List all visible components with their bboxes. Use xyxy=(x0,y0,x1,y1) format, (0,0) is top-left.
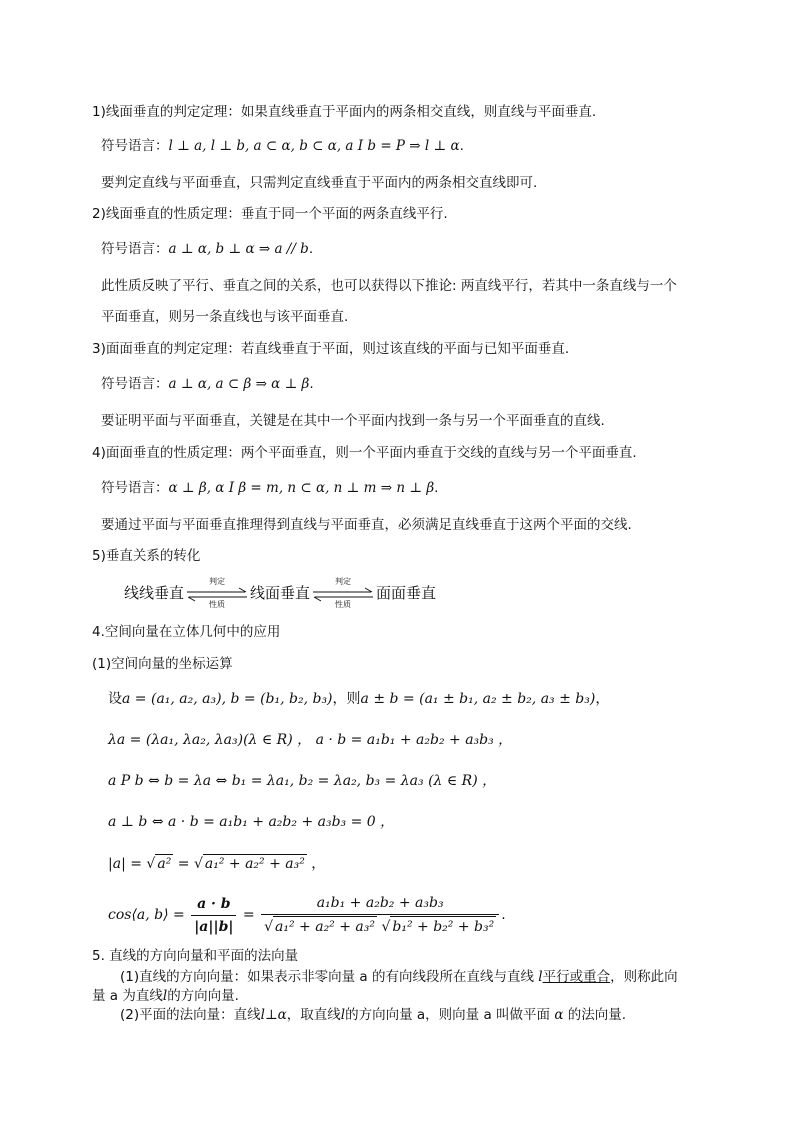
section-4-1-title: (1)空间向量的坐标运算 xyxy=(92,656,233,672)
symbol-label: 符号语言： xyxy=(101,480,169,496)
symbol-label: 符号语言： xyxy=(101,376,169,392)
formula: l ⊥ a, l ⊥ b, a ⊂ α, b ⊂ α, a I b = P ⇒ l ⊥ α xyxy=(168,138,460,154)
formula-vector-add: 设a = (a₁, a₂, a₃), b = (b₁, b₂, b₃)，则a ± b = (a₁ ± b₁, a₂ ± b₂, a₃ ± b₃)， xyxy=(108,691,610,707)
theorem-4-symbolic: 符号语言：α ⊥ β, α I β = m, n ⊂ α, n ⊥ m ⇒ n ⊥ β. xyxy=(101,480,439,496)
formula-parallel: a P b ⇔ b = λa ⇔ b₁ = λa₁, b₂ = λa₂, b₃ = λa₃ (λ ∈ R) ， xyxy=(108,773,497,789)
theorem-3-symbolic: 符号语言：a ⊥ α, a ⊂ β ⇒ α ⊥ β. xyxy=(101,376,314,392)
double-arrow-icon xyxy=(312,576,374,609)
flow-node-line-plane: 线面垂直 xyxy=(250,584,311,602)
formula-perpendicular: a ⊥ b ⇔ a · b = a₁b₁ + a₂b₂ + a₃b₃ = 0 ， xyxy=(108,814,395,830)
arrow-label-bottom: 性质 xyxy=(209,599,226,609)
section-5-paragraph-1-line-2: 量 a 为直线l的方向向量. xyxy=(92,988,239,1004)
section-5-transform: 5)垂直关系的转化 xyxy=(92,548,201,564)
arrow-label-top: 判定 xyxy=(209,576,226,586)
theorem-4: 4)面面垂直的性质定理：两个平面垂直，则一个平面内垂直于交线的直线与另一个平面垂直. xyxy=(92,445,637,461)
theorem-2-symbolic: 符号语言：a ⊥ α, b ⊥ α ⇒ a // b. xyxy=(101,241,314,257)
perpendicular-relation-flow xyxy=(124,576,437,609)
formula: a ⊥ α, b ⊥ α ⇒ a // b xyxy=(168,241,309,257)
formula: a ⊥ α, a ⊂ β ⇒ α ⊥ β xyxy=(168,376,310,392)
symbol-label: 符号语言： xyxy=(101,138,169,154)
symbol-label: 符号语言： xyxy=(101,241,169,257)
fraction: $\frac{a \cdot b}{|a||b|}$ xyxy=(191,894,236,937)
theorem-1: 1)线面垂直的判定定理：如果直线垂直于平面内的两条相交直线，则直线与平面垂直. xyxy=(92,104,597,120)
theorem-3-note: 要证明平面与平面垂直，关键是在其中一个平面内找到一条与另一个平面垂直的直线. xyxy=(101,413,605,429)
theorem-2-note-line-1: 此性质反映了平行、垂直之间的关系，也可以获得以下推论: 两直线平行，若其中一条直线与一个 xyxy=(101,278,677,294)
flow-node-plane-plane: 面面垂直 xyxy=(376,584,437,602)
theorem-1-note: 要判定直线与平面垂直，只需判定直线垂直于平面内的两条相交直线即可. xyxy=(101,175,538,191)
theorem-4-note: 要通过平面与平面垂直推理得到直线与平面垂直，必须满足直线垂直于这两个平面的交线. xyxy=(101,517,632,533)
fraction: $\frac{\text{a₁b₁ + a₂b₂ + a₃b₃}}{\text{√ a₁² + a₂² + a₃² √ b₁² + b₂² + b₃²}}$ xyxy=(261,893,499,937)
theorem-1-symbolic: 符号语言：l ⊥ a, l ⊥ b, a ⊂ α, b ⊂ α, a I b = P ⇒ l ⊥ α. xyxy=(101,138,464,154)
arrow-label-top: 判定 xyxy=(335,576,352,586)
section-5-paragraph-1-line-1: (1)直线的方向向量：如果表示非零向量 a 的有向线段所在直线与直线 l平行或重合，则称此向 xyxy=(120,969,678,985)
section-4-title: 4.空间向量在立体几何中的应用 xyxy=(92,624,281,640)
section-5-paragraph-2: (2)平面的法向量：直线l⊥α，取直线l的方向向量 a，则向量 a 叫做平面 α 的法向量. xyxy=(120,1007,627,1023)
flow-node-line-line: 线线垂直 xyxy=(124,584,185,602)
formula-scalar-dot: λa = (λa₁, λa₂, λa₃)(λ ∈ R) ， a · b = a₁b₁ + a₂b₂ + a₃b₃ ， xyxy=(108,732,513,748)
arrow-label-bottom: 性质 xyxy=(335,599,352,609)
theorem-2-note-line-2: 平面垂直，则另一条直线也与该平面垂直. xyxy=(101,309,349,325)
theorem-2: 2)线面垂直的性质定理：垂直于同一个平面的两条直线平行. xyxy=(92,206,448,222)
formula-magnitude: |a| = √ a² = √ a₁² + a₂² + a₃² ， xyxy=(108,856,326,872)
formula: α ⊥ β, α I β = m, n ⊂ α, n ⊥ m ⇒ n ⊥ β xyxy=(168,480,435,496)
theorem-3: 3)面面垂直的判定定理：若直线垂直于平面，则过该直线的平面与已知平面垂直. xyxy=(92,341,570,357)
section-5-title: 5. 直线的方向向量和平面的法向量 xyxy=(92,948,299,964)
formula-cosine: cos⟨a, b⟩ = $\frac{a \cdot b}{|a||b|}$ = $\frac{\text{a₁b₁ + a₂b₂ + a₃b₃}}{\text{√ a₁² + a₂² + a₃² √ b₁² + b₂² + b₃²}}$ . xyxy=(108,895,506,935)
double-arrow-icon xyxy=(186,576,248,609)
